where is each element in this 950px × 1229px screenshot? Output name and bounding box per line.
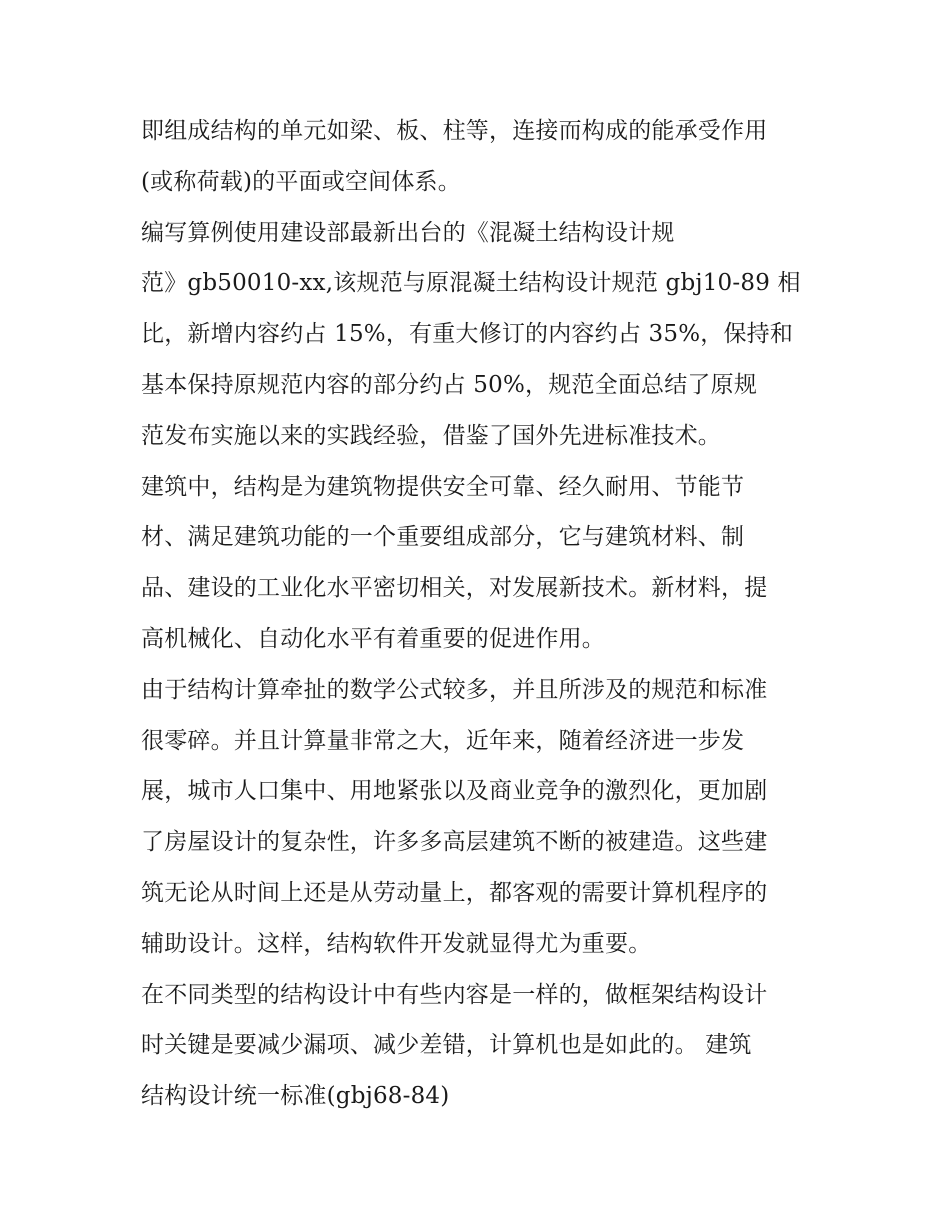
text-line: 比，新增内容约占 15%，有重大修订的内容约占 35%，保持和 bbox=[141, 321, 794, 348]
text-line: 即组成结构的单元如梁、板、柱等，连接而构成的能承受作用 bbox=[141, 118, 768, 144]
text-line: 结构设计统一标准(gbj68-84) bbox=[141, 1083, 450, 1110]
paragraph-structure-role bbox=[141, 462, 813, 665]
text-line: 建筑中，结构是为建筑物提供安全可靠、经久耐用、节能节 bbox=[141, 473, 745, 500]
text-line: 辅助设计。这样，结构软件开发就显得尤为重要。 bbox=[141, 930, 652, 957]
text-line: 展，城市人口集中、用地紧张以及商业竞争的激烈化，更加剧 bbox=[141, 778, 768, 805]
text-line: 由于结构计算牵扯的数学公式较多，并且所涉及的规范和标准 bbox=[141, 676, 768, 703]
text-line: 很零碎。并且计算量非常之大，近年来，随着经济进一步发 bbox=[141, 727, 745, 754]
paragraph-code-standard bbox=[141, 208, 813, 462]
text-line: 范发布实施以来的实践经验，借鉴了国外先进标准技术。 bbox=[141, 422, 721, 449]
text-line: 范》gb50010-xx,该规范与原混凝土结构设计规范 gbj10-89 相 bbox=[141, 270, 801, 297]
text-line: 了房屋设计的复杂性，许多多高层建筑不断的被建造。这些建 bbox=[141, 829, 768, 856]
paragraph-software-importance bbox=[141, 665, 813, 970]
text-line: 筑无论从时间上还是从劳动量上，都客观的需要计算机程序的 bbox=[141, 879, 768, 906]
paragraph-structure-definition bbox=[141, 106, 813, 208]
text-line: 基本保持原规范内容的部分约占 50%，规范全面总结了原规 bbox=[141, 371, 758, 398]
document-body bbox=[141, 106, 813, 1122]
paragraph-frame-design bbox=[141, 970, 813, 1122]
text-line: (或称荷载)的平面或空间体系。 bbox=[141, 168, 461, 195]
text-line: 编写算例使用建设部最新出台的《混凝土结构设计规 bbox=[141, 219, 675, 246]
text-line: 高机械化、自动化水平有着重要的促进作用。 bbox=[141, 625, 605, 652]
text-line: 在不同类型的结构设计中有些内容是一样的，做框架结构设计 bbox=[141, 981, 768, 1008]
text-line: 品、建设的工业化水平密切相关，对发展新技术。新材料，提 bbox=[141, 575, 768, 602]
text-line: 时关键是要减少漏项、减少差错，计算机也是如此的。 建筑 bbox=[141, 1032, 752, 1059]
text-line: 材、满足建筑功能的一个重要组成部分，它与建筑材料、制 bbox=[141, 524, 745, 551]
